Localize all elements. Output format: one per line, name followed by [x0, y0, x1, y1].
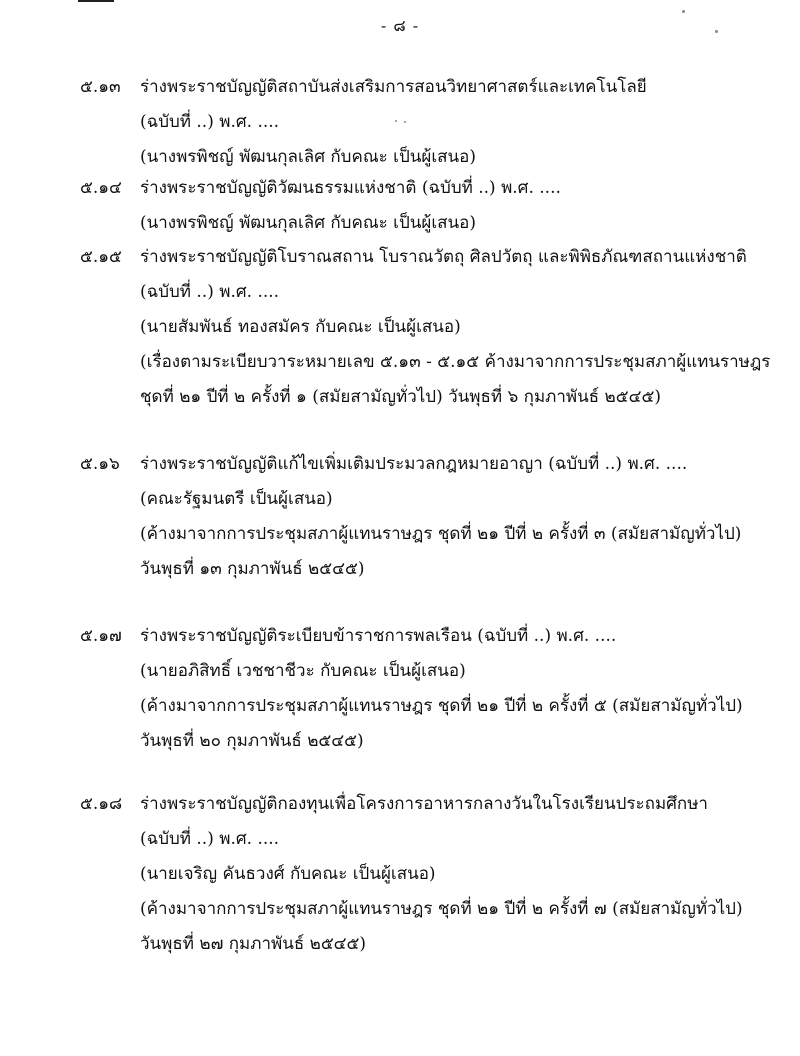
item-number: ๕.๑๔ [80, 178, 122, 198]
item-proposer: (คณะรัฐมนตรี เป็นผู้เสนอ) [140, 489, 333, 509]
scan-speck [682, 10, 685, 13]
item-title: ร่างพระราชบัญญัติวัฒนธรรมแห่งชาติ (ฉบับที่ ..) พ.ศ. .... [140, 178, 561, 198]
scan-speck [395, 120, 397, 122]
agenda-item-5-16 [80, 447, 740, 587]
scan-edge-mark [78, 0, 114, 2]
item-note-line-2: วันพุธที่ ๒๐ กุมภาพันธ์ ๒๕๔๕) [140, 731, 364, 751]
item-title-continued: (ฉบับที่ ..) พ.ศ. .... [140, 282, 280, 302]
item-note-line-1: (เรื่องตามระเบียบวาระหมายเลข ๕.๑๓ - ๕.๑๕ ค้างมาจากการประชุมสภาผู้แทนราษฎร [140, 352, 771, 372]
item-number: ๕.๑๘ [80, 794, 123, 814]
agenda-item-5-14 [80, 171, 740, 241]
item-proposer: (นายเจริญ คันธวงศ์ กับคณะ เป็นผู้เสนอ) [140, 864, 436, 884]
item-number: ๕.๑๗ [80, 626, 122, 646]
scan-speck [715, 30, 718, 33]
page-number: - ๘ - [380, 16, 420, 35]
item-title-continued: (ฉบับที่ ..) พ.ศ. .... [140, 112, 280, 132]
item-proposer: (นางพรพิชญ์ พัฒนกุลเลิศ กับคณะ เป็นผู้เสนอ) [140, 147, 476, 167]
item-proposer: (นายอภิสิทธิ์ เวชชาชีวะ กับคณะ เป็นผู้เสนอ) [140, 661, 466, 681]
item-number: ๕.๑๕ [80, 247, 122, 267]
item-note-line-2: วันพุธที่ ๑๓ กุมภาพันธ์ ๒๕๔๕) [140, 559, 365, 579]
item-number: ๕.๑๓ [80, 77, 121, 97]
item-note-line-2: วันพุธที่ ๒๗ กุมภาพันธ์ ๒๕๔๕) [140, 934, 367, 954]
item-note-line-1: (ค้างมาจากการประชุมสภาผู้แทนราษฎร ชุดที่ ๒๑ ปีที่ ๒ ครั้งที่ ๗ (สมัยสามัญทั่วไป) [140, 899, 743, 919]
agenda-item-5-17 [80, 619, 743, 759]
item-title: ร่างพระราชบัญญัติระเบียบข้าราชการพลเรือน (ฉบับที่ ..) พ.ศ. .... [140, 626, 617, 646]
scan-speck [404, 121, 406, 123]
item-proposer: (นางพรพิชญ์ พัฒนกุลเลิศ กับคณะ เป็นผู้เสนอ) [140, 213, 476, 233]
item-title: ร่างพระราชบัญญัติโบราณสถาน โบราณวัตถุ ศิลปวัตถุ และพิพิธภัณฑสถานแห่งชาติ [140, 247, 747, 267]
item-note-line-2: ชุดที่ ๒๑ ปีที่ ๒ ครั้งที่ ๑ (สมัยสามัญทั่วไป) วันพุธที่ ๖ กุมภาพันธ์ ๒๕๔๕) [140, 387, 661, 407]
agenda-item-5-13 [80, 70, 740, 175]
item-title-continued: (ฉบับที่ ..) พ.ศ. .... [140, 829, 280, 849]
item-note-line-1: (ค้างมาจากการประชุมสภาผู้แทนราษฎร ชุดที่ ๒๑ ปีที่ ๒ ครั้งที่ ๓ (สมัยสามัญทั่วไป) [140, 524, 742, 544]
item-title: ร่างพระราชบัญญัติกองทุนเพื่อโครงการอาหารกลางวันในโรงเรียนประถมศึกษา [140, 794, 708, 814]
item-title: ร่างพระราชบัญญัติสถาบันส่งเสริมการสอนวิทยาศาสตร์และเทคโนโลยี [140, 77, 647, 97]
item-number: ๕.๑๖ [80, 454, 120, 474]
item-proposer: (นายสัมพันธ์ ทองสมัคร กับคณะ เป็นผู้เสนอ) [140, 317, 461, 337]
item-title: ร่างพระราชบัญญัติแก้ไขเพิ่มเติมประมวลกฎหมายอาญา (ฉบับที่ ..) พ.ศ. .... [140, 454, 688, 474]
item-note-line-1: (ค้างมาจากการประชุมสภาผู้แทนราษฎร ชุดที่ ๒๑ ปีที่ ๒ ครั้งที่ ๕ (สมัยสามัญทั่วไป) [140, 696, 743, 716]
agenda-item-5-18 [80, 787, 743, 962]
agenda-item-5-15 [80, 240, 771, 415]
